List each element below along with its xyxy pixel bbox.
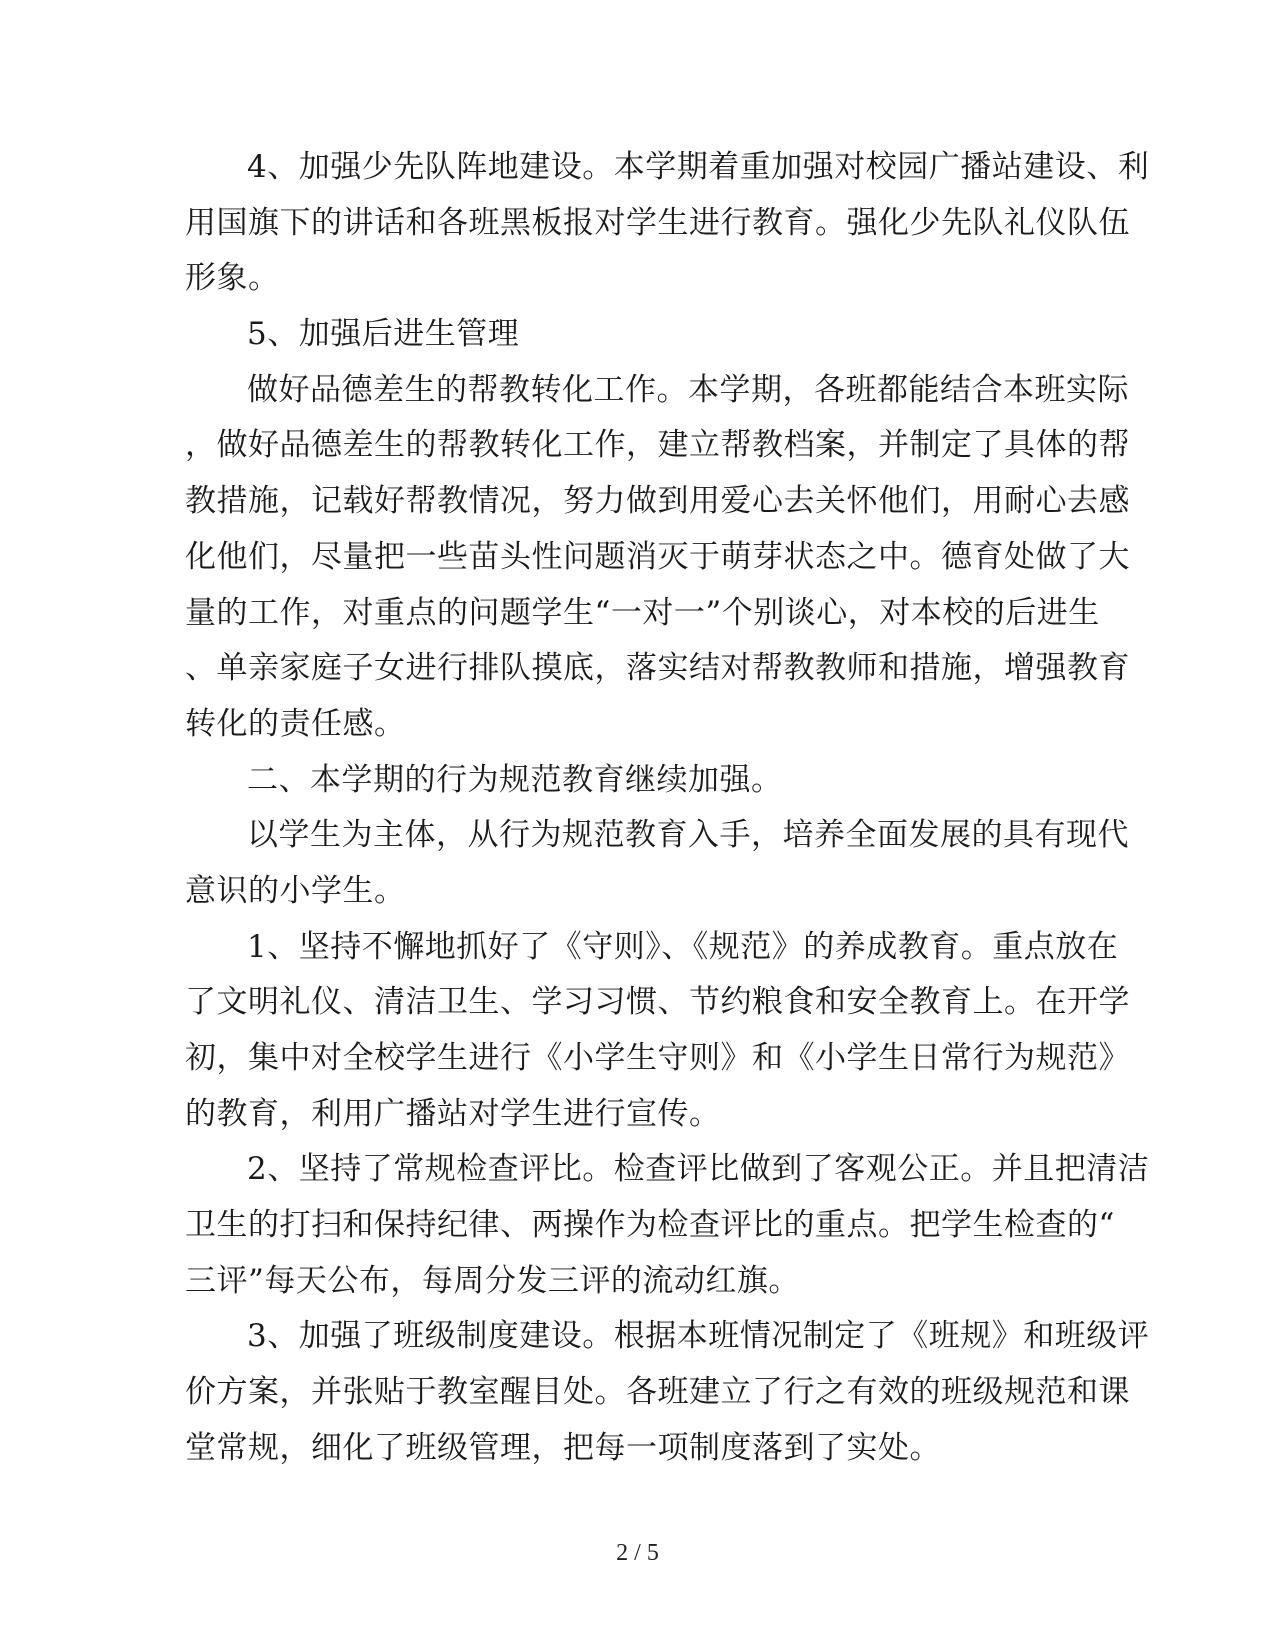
page-number: 2 / 5 bbox=[616, 1540, 659, 1566]
paragraph-student-centered bbox=[185, 808, 1129, 919]
text-line: 转化的责任感。 bbox=[185, 705, 406, 742]
text-line: 3、加强了班级制度建设。根据本班情况制定了《班规》和班级评 bbox=[247, 1318, 1150, 1355]
text-line: 化他们，尽量把一些苗头性问题消灭于萌芽状态之中。德育处做了大 bbox=[185, 538, 1130, 575]
section-heading-2 bbox=[185, 753, 1090, 809]
document-body bbox=[185, 140, 1150, 1477]
text-line: 了文明礼仪、清洁卫生、学习习惯、节约粮食和安全教育上。在开学 bbox=[185, 984, 1130, 1021]
text-line: 1、坚持不懈地抓好了《守则》、《规范》的养成教育。重点放在 bbox=[247, 928, 1119, 965]
text-line: ，做好品德差生的帮教转化工作，建立帮教档案，并制定了具体的帮 bbox=[185, 427, 1130, 464]
text-line: 形象。 bbox=[185, 260, 280, 297]
text-line: 教措施，记载好帮教情况，努力做到用爱心去关怀他们，用耐心去感 bbox=[185, 483, 1130, 520]
text-line: 以学生为主体，从行为规范教育入手，培养全面发展的具有现代 bbox=[247, 817, 1129, 854]
text-line: 量的工作，对重点的问题学生“一对一”个别谈心，对本校的后进生 bbox=[185, 594, 1100, 631]
text-line: 用国旗下的讲话和各班黑板报对学生进行教育。强化少先队礼仪队伍 bbox=[185, 204, 1130, 241]
text-line: 堂常规，细化了班级管理，把每一项制度落到了实处。 bbox=[185, 1429, 941, 1466]
paragraph-5-heading bbox=[185, 307, 1090, 363]
text-line: 5、加强后进生管理 bbox=[247, 316, 520, 353]
paragraph-1-rules bbox=[185, 920, 1130, 1143]
text-line: 做好品德差生的帮教转化工作。本学期，各班都能结合本班实际 bbox=[247, 371, 1129, 408]
text-line: 二、本学期的行为规范教育继续加强。 bbox=[247, 761, 783, 798]
paragraph-2-inspection bbox=[185, 1142, 1150, 1309]
paragraph-4-positions bbox=[185, 140, 1150, 307]
text-line: 价方案，并张贴于教室醒目处。各班建立了行之有效的班级规范和课 bbox=[185, 1374, 1130, 1411]
text-line: 的教育，利用广播站对学生进行宣传。 bbox=[185, 1095, 721, 1132]
paragraph-remedial-work bbox=[185, 363, 1130, 753]
text-line: 、单亲家庭子女进行排队摸底，落实结对帮教教师和措施，增强教育 bbox=[185, 650, 1130, 687]
text-line: 2、坚持了常规检查评比。检查评比做到了客观公正。并且把清洁 bbox=[247, 1151, 1150, 1188]
text-line: 4、加强少先队阵地建设。本学期着重加强对校园广播站建设、利 bbox=[247, 149, 1150, 185]
text-line: 意识的小学生。 bbox=[185, 872, 406, 909]
text-line: 卫生的打扫和保持纪律、两操作为检查评比的重点。把学生检查的“ bbox=[185, 1207, 1115, 1244]
paragraph-3-class-rules bbox=[185, 1309, 1150, 1476]
text-line: 初，集中对全校学生进行《小学生守则》和《小学生日常行为规范》 bbox=[185, 1040, 1130, 1076]
text-line: 三评”每天公布，每周分发三评的流动红旗。 bbox=[185, 1262, 800, 1299]
